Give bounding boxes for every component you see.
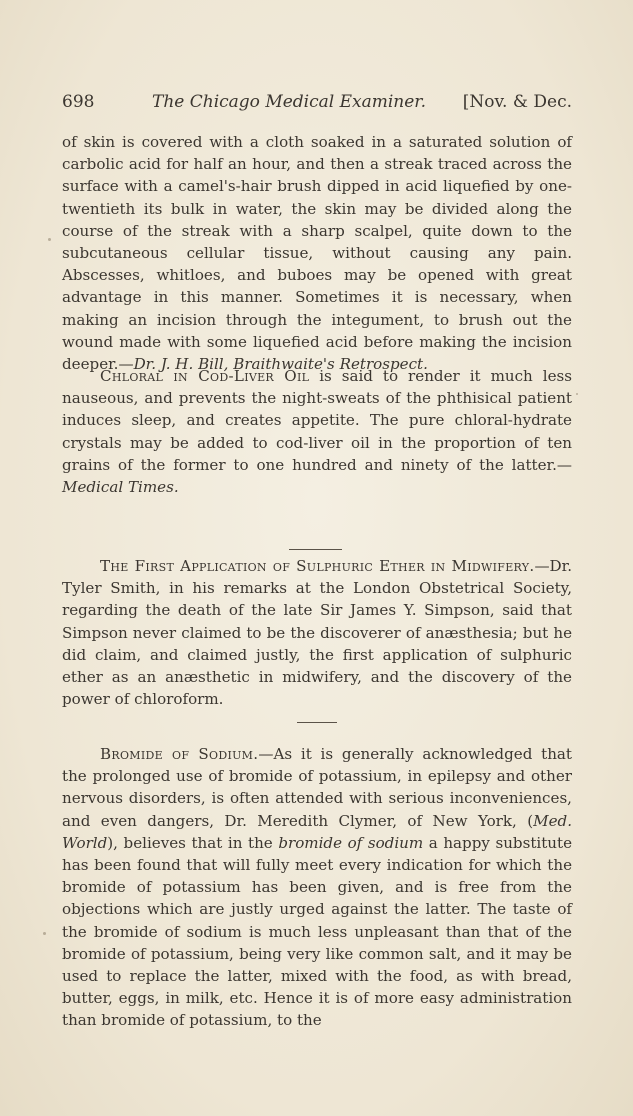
paragraph-bromide-sodium: [62, 743, 572, 1032]
paragraph-sulphuric-ether: [62, 555, 572, 710]
page-number: 698: [62, 92, 95, 112]
paper-speck: [43, 932, 46, 935]
issue-date: [Nov. & Dec.: [462, 92, 572, 112]
section-heading: The First Application of Sulphuric Ether in Midwifery.: [100, 557, 535, 575]
section-divider: [297, 722, 337, 723]
paragraph-text: —Dr. Tyler Smith, in his remarks at the London Obstetrical Society, regarding the death of the late Sir James Y. Simpson, said that Simpson never claimed to be the discoverer of anæsthesia; but he did claim, and claimed justly, the first application of sulphuric ether as an anæsthetic in midwifery, and the discovery of the power of chloroform.: [62, 557, 572, 709]
section-heading: Chloral in Cod-Liver Oil: [100, 367, 310, 385]
italic-term: bromide of sodium: [278, 833, 424, 852]
section-divider: [289, 549, 342, 550]
running-title: The Chicago Medical Examiner.: [152, 92, 426, 112]
paragraph-text: of skin is covered with a cloth soaked in a saturated solution of carbolic acid for half an hour, and then a streak traced across the surface with a camel's-hair brush dipped in acid liquefied by one-twentieth its bulk in water, the skin may be divided along the course of the streak with a sharp scalpel, quite down to the subcutaneous cellular tissue, without causing any pain. Abscesses, whitloes, and buboes may be opened with great advantage in this manner. Sometimes it is necessary, when making an incision through the integument, to brush out the wound made with some liquefied acid before making the incision deeper.—: [62, 133, 572, 374]
paragraph-carbolic-incision: [62, 131, 572, 375]
paper-speck: [576, 393, 578, 395]
paragraph-text: ), believes that in the: [107, 833, 279, 852]
paragraph-chloral: [62, 365, 572, 498]
page-header: [62, 92, 572, 118]
paragraph-text: —As it is generally acknowledged that the prolonged use of bromide of potassium, in epilepsy and other nervous disorders, is often attended with serious inconveniences, and even dangers, Dr. Meredith Clymer, of New York, (: [62, 745, 572, 830]
paper-speck: [48, 238, 51, 241]
section-heading: Bromide of Sodium.: [100, 745, 259, 763]
citation: Dr. J. H. Bill, Braithwaite's Retrospect.: [133, 355, 428, 374]
paragraph-text: a happy substitute has been found that will fully meet every indication for which the bromide of potassium has been given, and is free from the objections which are justly urged against the latter. The taste of the bromide of sodium is much less unpleasant than that of the bromide of potassium, being very like common salt, and it may be used to replace the latter, mixed with the food, as with bread, butter, eggs, in milk, etc. Hence it is of more easy administration than bromide of potassium, to the: [62, 833, 573, 1030]
paragraph-text: is said to render it much less nauseous, and prevents the night-sweats of the phthisical patient induces sleep, and creates appetite. The pure chloral-hydrate crystals may be added to cod-liver oil in the proportion of ten grains of the former to one hundred and ninety of the latter.—: [62, 367, 572, 474]
source-reference: Med. World: [62, 811, 572, 852]
citation: Medical Times.: [62, 478, 179, 497]
